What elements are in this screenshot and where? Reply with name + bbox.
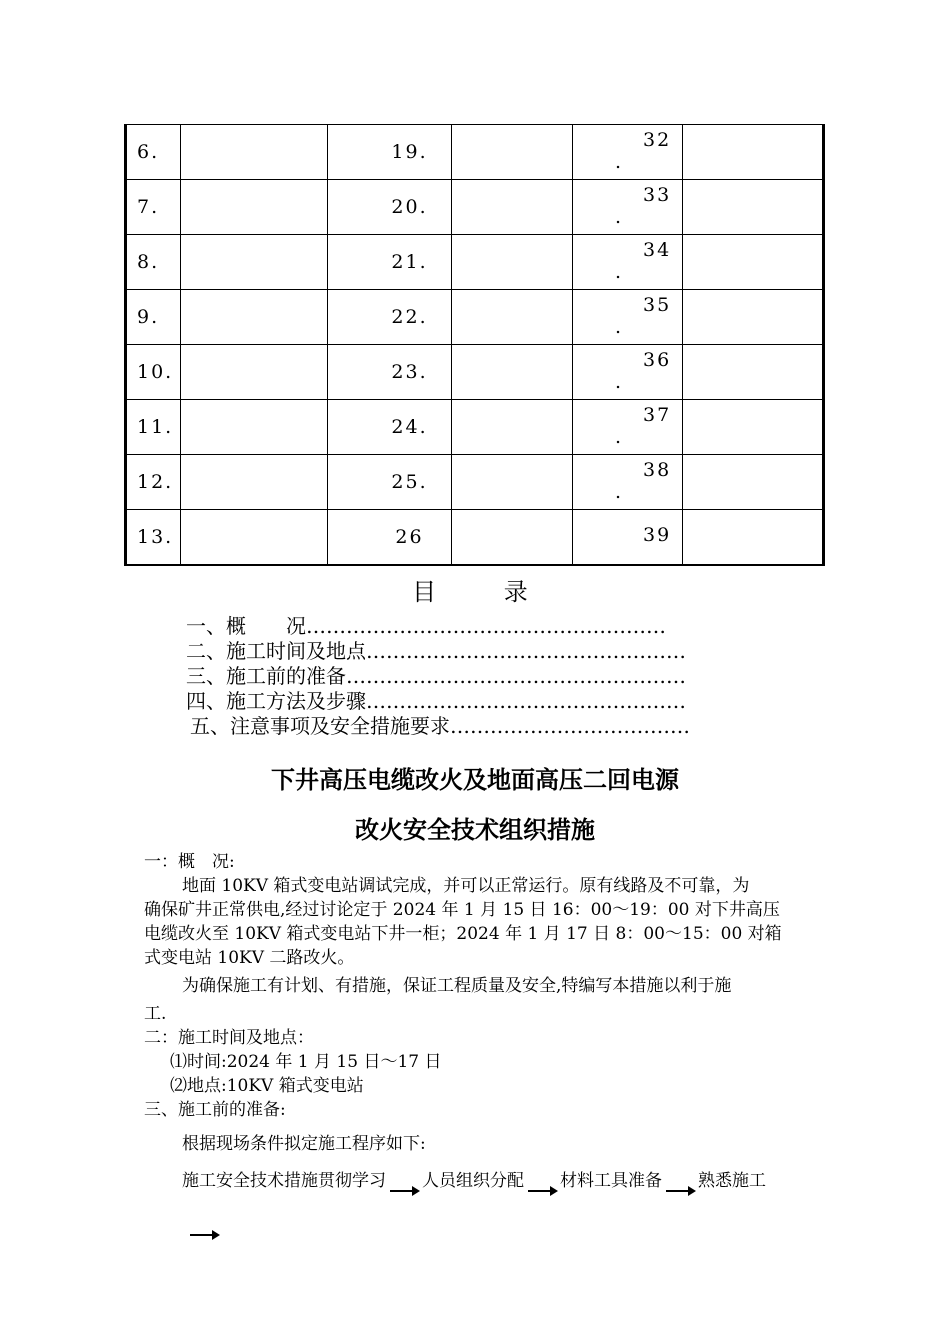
number-cell bbox=[573, 235, 683, 290]
table-row bbox=[126, 455, 824, 510]
section-heading: 三、施工前的准备: bbox=[144, 1100, 286, 1120]
number-dot: . bbox=[615, 261, 624, 283]
signature-cell bbox=[683, 455, 824, 510]
number-cell: 20. bbox=[328, 180, 452, 235]
number-cell: 24. bbox=[328, 400, 452, 455]
number-dot: . bbox=[615, 206, 624, 228]
paragraph-line: 为确保施工有计划、有措施，保证工程质量及安全,特编写本措施以利于施 bbox=[182, 976, 732, 996]
flow-step: 熟悉施工 bbox=[698, 1171, 766, 1191]
place-item: ⑵地点:10KV 箱式变电站 bbox=[170, 1076, 364, 1096]
number-cell: 19. bbox=[328, 125, 452, 180]
number-cell: 26 bbox=[328, 510, 452, 566]
section-heading: 一：概 况: bbox=[144, 852, 235, 872]
paragraph-line: 地面 10KV 箱式变电站调试完成，并可以正常运行。原有线路及不可靠，为 bbox=[182, 876, 750, 896]
number-label: 39 bbox=[643, 524, 672, 546]
toc-item: 三、施工前的准备…………………………………………… bbox=[186, 664, 686, 688]
signature-cell bbox=[181, 345, 328, 400]
table-row bbox=[126, 125, 824, 180]
toc-item: 五、注意事项及安全措施要求……………………………… bbox=[190, 714, 690, 738]
signature-cell bbox=[452, 125, 573, 180]
document-body bbox=[144, 850, 808, 1156]
number-dot: . bbox=[615, 316, 624, 338]
signature-cell bbox=[452, 345, 573, 400]
number-cell bbox=[573, 180, 683, 235]
number-cell: 10. bbox=[126, 345, 181, 400]
number-label: 34 bbox=[643, 239, 672, 261]
flow-step: 施工安全技术措施贯彻学习 bbox=[182, 1171, 386, 1191]
signature-cell bbox=[683, 235, 824, 290]
number-label: 35 bbox=[643, 294, 672, 316]
signature-cell bbox=[181, 290, 328, 345]
section-heading: 二：施工时间及地点： bbox=[144, 1028, 314, 1048]
number-dot: . bbox=[615, 481, 624, 503]
signature-cell bbox=[181, 180, 328, 235]
flow-step: 材料工具准备 bbox=[560, 1171, 662, 1191]
toc-title: 目 录 bbox=[412, 578, 558, 606]
number-cell bbox=[573, 125, 683, 180]
signature-cell bbox=[683, 510, 824, 566]
paragraph-line: 电缆改火至 10KV 箱式变电站下井一柜；2024 年 1 月 17 日 8：00～15：00 对箱 bbox=[144, 924, 782, 944]
document-title: 下井高压电缆改火及地面高压二回电源 bbox=[271, 766, 679, 794]
signature-cell bbox=[452, 180, 573, 235]
table-row bbox=[126, 180, 824, 235]
signature-cell bbox=[683, 125, 824, 180]
number-dot: . bbox=[615, 426, 624, 448]
signature-cell bbox=[452, 510, 573, 566]
signature-cell bbox=[683, 345, 824, 400]
number-cell bbox=[573, 510, 683, 566]
number-cell bbox=[573, 455, 683, 510]
table-row bbox=[126, 400, 824, 455]
number-label: 32 bbox=[643, 129, 672, 151]
number-cell: 7. bbox=[126, 180, 181, 235]
signature-cell bbox=[683, 400, 824, 455]
number-cell: 23. bbox=[328, 345, 452, 400]
table-row bbox=[126, 235, 824, 290]
signature-cell bbox=[452, 455, 573, 510]
number-cell: 25. bbox=[328, 455, 452, 510]
number-cell: 22. bbox=[328, 290, 452, 345]
number-cell bbox=[573, 345, 683, 400]
signature-table bbox=[124, 124, 825, 566]
time-item: ⑴时间:2024 年 1 月 15 日～17 日 bbox=[170, 1052, 442, 1072]
document-subtitle: 改火安全技术组织措施 bbox=[355, 816, 595, 844]
toc-item: 二、施工时间及地点………………………………………… bbox=[186, 639, 686, 663]
table-row bbox=[126, 345, 824, 400]
number-cell: 9. bbox=[126, 290, 181, 345]
signature-cell bbox=[452, 235, 573, 290]
number-label: 33 bbox=[643, 184, 672, 206]
number-cell: 13. bbox=[126, 510, 181, 566]
number-label: 38 bbox=[643, 459, 672, 481]
signature-cell bbox=[452, 400, 573, 455]
paragraph-line: 确保矿井正常供电,经过讨论定于 2024 年 1 月 15 日 16：00～19：00 对下井高压 bbox=[144, 900, 780, 920]
arrow-right-icon bbox=[526, 1172, 558, 1192]
arrow-right-icon bbox=[188, 1216, 220, 1236]
number-cell bbox=[573, 290, 683, 345]
paragraph-line: 根据现场条件拟定施工程序如下: bbox=[182, 1134, 426, 1154]
arrow-right-icon bbox=[388, 1172, 420, 1192]
number-label: 37 bbox=[643, 404, 672, 426]
number-cell: 11. bbox=[126, 400, 181, 455]
signature-cell bbox=[452, 290, 573, 345]
signature-cell bbox=[181, 235, 328, 290]
number-cell: 12. bbox=[126, 455, 181, 510]
table-row bbox=[126, 290, 824, 345]
number-dot: . bbox=[615, 371, 624, 393]
toc-item: 四、施工方法及步骤………………………………………… bbox=[186, 689, 686, 713]
procedure-flow bbox=[182, 1166, 766, 1192]
signature-cell bbox=[181, 510, 328, 566]
number-label: 36 bbox=[643, 349, 672, 371]
number-cell: 8. bbox=[126, 235, 181, 290]
flow-step: 人员组织分配 bbox=[422, 1171, 524, 1191]
number-cell: 6. bbox=[126, 125, 181, 180]
table-row bbox=[126, 510, 824, 566]
signature-cell bbox=[181, 125, 328, 180]
signature-cell bbox=[181, 400, 328, 455]
paragraph-line: 式变电站 10KV 二路改火。 bbox=[144, 948, 355, 968]
signature-cell bbox=[683, 290, 824, 345]
toc-item: 一、概 况……………………………………………… bbox=[186, 614, 666, 638]
table-of-contents bbox=[186, 614, 690, 739]
signature-cell bbox=[683, 180, 824, 235]
number-cell: 21. bbox=[328, 235, 452, 290]
paragraph-line: 工. bbox=[144, 1004, 167, 1024]
arrow-right-icon bbox=[664, 1172, 696, 1192]
number-dot: . bbox=[615, 151, 624, 173]
number-cell bbox=[573, 400, 683, 455]
signature-cell bbox=[181, 455, 328, 510]
